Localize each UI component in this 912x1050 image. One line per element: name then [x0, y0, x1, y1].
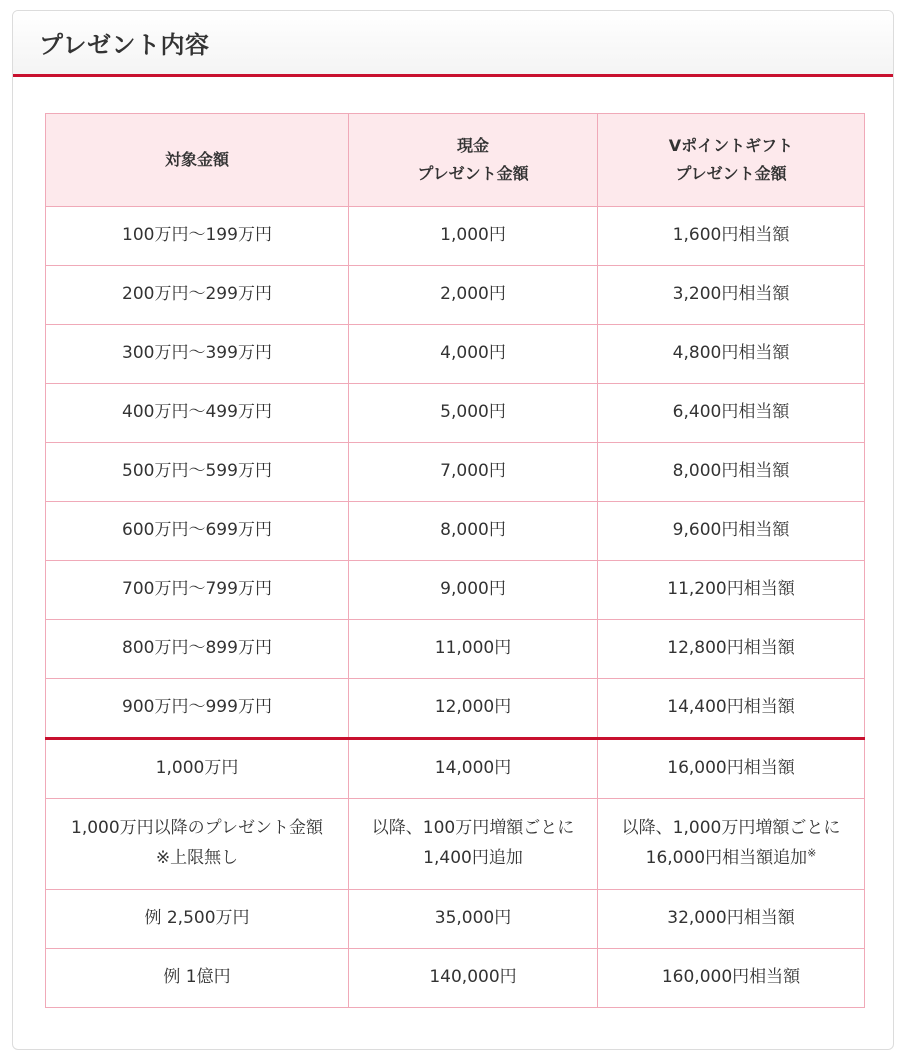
header-vpoint-amount: Vポイントギフト プレゼント金額	[598, 114, 865, 207]
cell-vpoint: 4,800円相当額	[598, 325, 865, 384]
cell-vpoint	[598, 799, 865, 890]
cell-target: 100万円〜199万円	[46, 207, 349, 266]
cell-cash: 8,000円	[349, 502, 598, 561]
cell-target: 900万円〜999万円	[46, 679, 349, 739]
cell-cash: 1,000円	[349, 207, 598, 266]
beyond-cash-amount: 1,400円追加	[423, 848, 523, 868]
table-header-row	[46, 114, 865, 207]
table-row	[46, 384, 865, 443]
cell-cash: 14,000円	[349, 739, 598, 799]
table-row-example	[46, 949, 865, 1008]
cell-cash	[349, 799, 598, 890]
cell-vpoint: 11,200円相当額	[598, 561, 865, 620]
panel-title: プレゼント内容	[39, 31, 210, 59]
cell-target: 600万円〜699万円	[46, 502, 349, 561]
table-row	[46, 266, 865, 325]
note-mark: ※	[807, 846, 817, 860]
cell-cash: 35,000円	[349, 890, 598, 949]
cell-vpoint: 6,400円相当額	[598, 384, 865, 443]
cell-cash: 2,000円	[349, 266, 598, 325]
cell-target: 例 2,500万円	[46, 890, 349, 949]
cell-target: 500万円〜599万円	[46, 443, 349, 502]
cell-vpoint: 3,200円相当額	[598, 266, 865, 325]
cell-cash: 5,000円	[349, 384, 598, 443]
cell-vpoint: 14,400円相当額	[598, 679, 865, 739]
cell-vpoint: 160,000円相当額	[598, 949, 865, 1008]
cell-vpoint: 1,600円相当額	[598, 207, 865, 266]
header-cash-amount: 現金 プレゼント金額	[349, 114, 598, 207]
cell-target: 300万円〜399万円	[46, 325, 349, 384]
cell-vpoint: 16,000円相当額	[598, 739, 865, 799]
cell-target: 例 1億円	[46, 949, 349, 1008]
cell-cash: 9,000円	[349, 561, 598, 620]
table-row	[46, 739, 865, 799]
cell-cash: 11,000円	[349, 620, 598, 679]
cell-target: 200万円〜299万円	[46, 266, 349, 325]
cell-cash: 4,000円	[349, 325, 598, 384]
present-amount-table	[45, 113, 865, 1008]
no-upper-limit-note: ※上限無し	[155, 848, 239, 868]
cell-target	[46, 799, 349, 890]
table-row	[46, 443, 865, 502]
panel-header	[13, 11, 893, 77]
table-row	[46, 207, 865, 266]
header-target-amount: 対象金額	[46, 114, 349, 207]
cell-target: 1,000万円	[46, 739, 349, 799]
present-content-panel	[12, 10, 894, 1050]
cell-target: 400万円〜499万円	[46, 384, 349, 443]
cell-vpoint: 8,000円相当額	[598, 443, 865, 502]
beyond-vpoint-amount: 16,000円相当額追加※	[645, 846, 817, 868]
cell-vpoint: 32,000円相当額	[598, 890, 865, 949]
beyond-cash-text: 以降、100万円増額ごとに	[371, 818, 575, 839]
table-row	[46, 561, 865, 620]
cell-target: 800万円〜899万円	[46, 620, 349, 679]
table-row	[46, 325, 865, 384]
cell-vpoint: 9,600円相当額	[598, 502, 865, 561]
cell-cash: 140,000円	[349, 949, 598, 1008]
cell-target: 700万円〜799万円	[46, 561, 349, 620]
beyond-target-text: 1,000万円以降のプレゼント金額	[71, 818, 323, 839]
beyond-vpoint-text: 以降、1,000万円増額ごとに	[621, 818, 841, 839]
table-row-example	[46, 890, 865, 949]
table-row-beyond	[46, 799, 865, 890]
cell-cash: 7,000円	[349, 443, 598, 502]
table-row	[46, 502, 865, 561]
table-row	[46, 679, 865, 739]
cell-cash: 12,000円	[349, 679, 598, 739]
cell-vpoint: 12,800円相当額	[598, 620, 865, 679]
table-row	[46, 620, 865, 679]
